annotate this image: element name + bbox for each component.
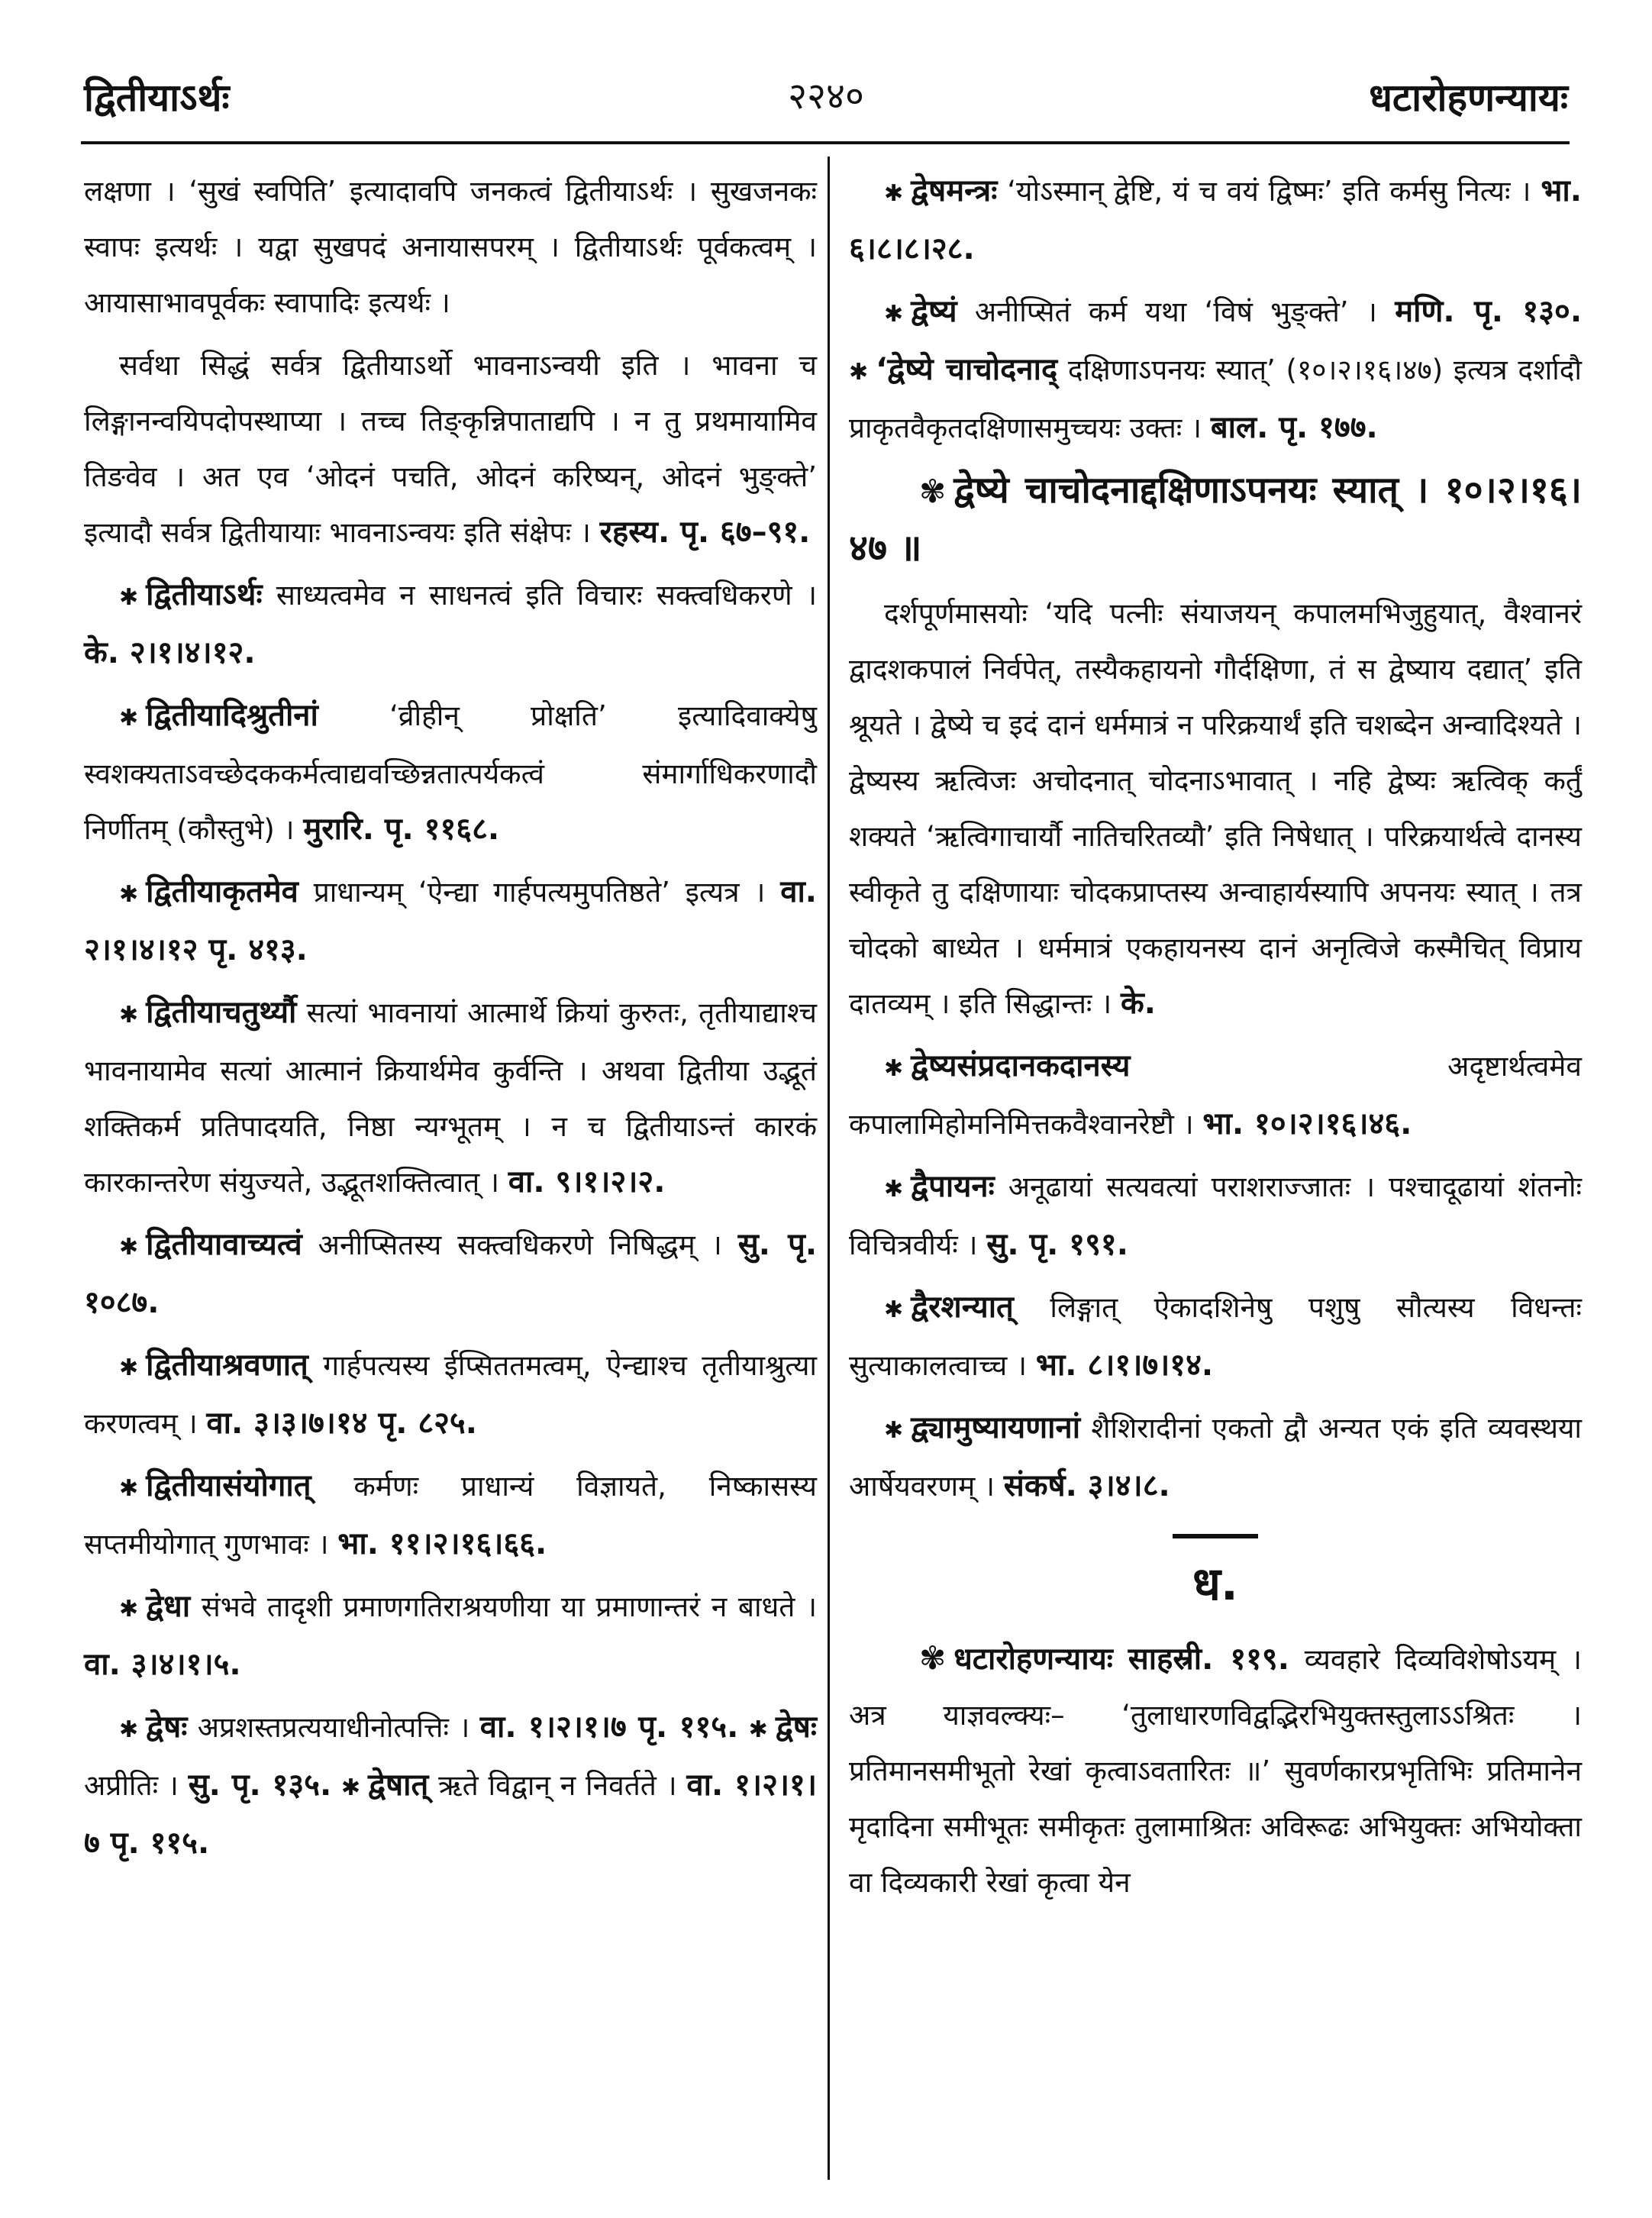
entry-text: दर्शपूर्णमासयोः ‘यदि पत्नीः संयाजयन् कपालमभिजुहुयात्, वैश्वानरं द्वादशकपालं निर्वपेत्, तस्यैकहायनो गौर्दक्षिणा, तं स द्वेष्याय दद्यात्’ इति श्रूयते । द्वेष्ये च इदं दानं धर्ममात्रं न परिक्रयार्थं इति चशब्देन अन्वादिश्यते । द्वेष्यस्य ऋत्विजः अचोदनात् चोदनाऽभावात् । नहि द्वेष्यः ऋत्विक् कर्तुं शक्यते ‘ऋत्विगाचार्यौ नातिचरितव्यौ’ इति निषेधात् । परिक्रयार्थत्वे दानस्य स्वीकृते तु दक्षिणायाः चोदकप्राप्तस्य अन्वाहार्यस्यापि अपनयः स्यात् । तत्र चोदको बाध्येत । धर्ममात्रं एकहायनस्य दानं अनृत्विजे कस्मैचित् विप्राय दातव्यम् । इति सिद्धान्तः । <box>849 597 1582 1020</box>
asterisk-icon: ✱ <box>884 180 904 207</box>
dictionary-entry <box>84 1579 817 1693</box>
dictionary-entry <box>849 1630 1582 1910</box>
entry-text: अप्रीतिः । <box>84 1769 179 1802</box>
dictionary-entry <box>849 1038 1582 1152</box>
entry-text: साध्यत्वमेव न साधनत्वं इति विचारः सक्त्वधिकरणे । <box>276 579 817 612</box>
entry-text: लिङ्गात् ऐकादशिनेषु पशुषु सौत्यस्य विधन्तः सुत्याकालत्वाच्च । <box>849 1291 1583 1382</box>
page-header <box>84 70 1568 131</box>
entry-headword: द्वैपायनः <box>911 1169 995 1204</box>
entry-text: ‘व्रीहीन् प्रोक्षति’ इत्यादिवाक्येषु स्वशक्यताऽवच्छेदककर्मत्वाद्यवच्छिन्नतात्पर्यकत्वं संमार्गाधिकरणादौ निर्णीतम् (कौस्तुभे) । <box>84 699 817 846</box>
dictionary-entry <box>84 337 817 560</box>
asterisk-icon: ✱ <box>119 1475 139 1502</box>
entry-headword: द्वितीयाचतुर्थ्यौ <box>146 995 297 1030</box>
header-last-word: धटारोहणन्यायः <box>1369 76 1568 120</box>
entry-text: ‘योऽस्मान् द्वेष्टि, यं च वयं द्विष्मः’ इति कर्मसु नित्यः । <box>1007 175 1531 208</box>
entry-reference: मुरारि. पृ. ११६८. <box>303 812 500 847</box>
asterisk-icon: ✱ <box>884 301 904 328</box>
flower-ornament-icon: ✾ <box>919 473 947 510</box>
flower-ornament-icon: ✾ <box>919 1639 947 1677</box>
dictionary-entry <box>849 463 1582 579</box>
asterisk-icon: ✱ <box>884 1417 904 1444</box>
entry-headword: द्वेषः <box>775 1710 818 1745</box>
dictionary-entry <box>849 1280 1582 1393</box>
entry-reference: सु. पृ. १९१. <box>986 1227 1128 1262</box>
entry-reference: भा. ८।१।७।१४. <box>1035 1348 1214 1383</box>
entry-text: अनीप्सितं कर्म यथा ‘विषं भुङ्क्ते’ । <box>974 295 1377 328</box>
entry-text: गार्हपत्यस्य ईप्सिततमत्वम्, ऐन्द्याश्च तृतीयाश्रुत्या करणत्वम् । <box>84 1349 818 1440</box>
dictionary-entry <box>84 1700 817 1871</box>
entry-headword: धटारोहणन्यायः <box>953 1642 1113 1677</box>
dictionary-entry <box>84 864 817 978</box>
asterisk-icon: ✱ <box>119 1234 139 1261</box>
entry-reference: रहस्य. पृ. ६७–९१. <box>599 515 811 550</box>
entry-text: सर्वथा सिद्धं सर्वत्र द्वितीयाऽर्थो भावनाऽन्वयी इति । भावना च लिङ्गानन्वयिपदोपस्थाप्या । तच्च तिङ्कृन्निपाताद्यपि । न तु प्रथमायामिव तिङवेव । अत एव ‘ओदनं पचति, ओदनं करिष्यन्, ओदनं भुङ्क्ते’ इत्यादौ सर्वत्र द्वितीयायाः भावनाऽन्वयः इति संक्षेपः । <box>84 349 817 549</box>
entry-text: अप्रशस्तप्रत्ययाधीनोत्पत्तिः । <box>197 1711 470 1744</box>
dictionary-entry <box>84 567 817 681</box>
dictionary-entry <box>84 163 817 331</box>
entry-headword: द्वितीयाऽर्थः <box>146 577 263 612</box>
right-column <box>849 163 1582 1917</box>
entry-headword: द्वेधा <box>146 1589 191 1624</box>
left-column <box>84 163 817 1878</box>
entry-headword: द्वेषः <box>146 1710 188 1745</box>
entry-reference: वा. ३।३।७।१४ पृ. ८२५. <box>206 1406 477 1441</box>
asterisk-icon: ✱ <box>884 1055 904 1082</box>
entry-headword: द्वितीयाश्रवणात् <box>146 1348 308 1383</box>
entry-headword: द्वेष्यसंप्रदानकदानस्य <box>911 1048 1131 1083</box>
asterisk-icon: ✱ <box>119 881 139 908</box>
entry-text: लक्षणा । ‘सुखं स्वपिति’ इत्यादावपि जनकत्वं द्वितीयाऽर्थः । सुखजनकः स्वापः इत्यर्थः । यद्वा सुखपदं अनायासपरम् । द्वितीयाऽर्थः पूर्वकत्वम् । आयासाभावपूर्वकः स्वापादिः इत्यर्थः । <box>84 175 817 319</box>
dictionary-entry <box>84 1217 817 1331</box>
entry-headword: द्वेषमन्त्रः <box>911 173 998 208</box>
entry-headword: द्वितीयादिश्रुतीनां <box>146 698 318 733</box>
header-rule <box>81 141 1570 144</box>
entry-headword: द्वितीयासंयोगात् <box>146 1468 311 1503</box>
entry-text: दक्षिणाऽपनयः स्यात्’ (१०।२।१६।४७) इत्यत्र दर्शादौ प्राकृतवैकृतदक्षिणासमुच्चयः उक्तः । <box>849 354 1582 444</box>
section-letter: ध. <box>1192 1558 1238 1611</box>
asterisk-icon: ✱ <box>119 1354 139 1381</box>
entry-headword: द्वितीयाकृतमेव <box>146 874 298 909</box>
entry-reference: भा. ११।२।१६।६६. <box>337 1526 547 1561</box>
asterisk-icon: ✱ <box>884 1176 904 1203</box>
entry-text: शैशिरादीनां एकतो द्वौ अन्यत एकं इति व्यवस्थया आर्षेयवरणम् । <box>849 1412 1583 1503</box>
entry-headword: द्वितीयावाच्यत्वं <box>146 1227 302 1262</box>
entry-text: सत्यां भावनायां आत्मार्थे क्रियां कुरुतः, तृतीयाद्याश्च भावनायामेव सत्यां आत्मानं क्रियार्थमेव कुर्वन्ति । अथवा द्वितीया उद्भूतं शक्तिकर्म प्रतिपादयति, निष्ठा न्यग्भूतम् । न च द्वितीयाऽन्तं कारकं कारकान्तरेण संयुज्यते, उद्भूतशक्तित्वात् । <box>84 996 818 1199</box>
header-first-word: द्वितीयाऽर्थः <box>84 76 230 120</box>
asterisk-icon: ✱ <box>849 359 869 386</box>
entry-reference: वा. १।२।१।७ पृ. ११५. <box>84 1768 818 1861</box>
entry-reference: भा. ६।८।८।२८. <box>849 173 1582 266</box>
entry-text: प्राधान्यम् ‘ऐन्द्या गार्हपत्यमुपतिष्ठते’ इत्यत्र । <box>313 876 766 909</box>
entry-headword: द्वैरशन्यात् <box>911 1290 1014 1325</box>
entry-reference: के. <box>1120 986 1156 1021</box>
entry-text: व्यवहारे दिव्यविशेषोऽयम् । अत्र याज्ञवल्क्यः– ‘तुलाधारणविद्वद्भिरभियुक्तस्तुलाऽऽश्रितः । प्रतिमानसमीभूतो रेखां कृत्वाऽवतारितः ॥’ सुवर्णकारप्रभृतिभिः प्रतिमानेन मृदादिना समीभूतः समीकृतः तुलामाश्रितः अविरूढः अभियुक्तः अभियोक्ता वा दिव्यकारी रेखां कृत्वा येन <box>849 1643 1582 1899</box>
page-number: २२४० <box>788 75 864 118</box>
entry-reference: भा. १०।२।१६।४६. <box>1202 1106 1412 1141</box>
asterisk-icon: ✱ <box>884 1296 904 1323</box>
dictionary-entry <box>849 163 1582 277</box>
entry-text: कर्मणः प्राधान्यं विज्ञायते, निष्कासस्य सप्तमीयोगात् गुणभावः । <box>84 1470 817 1561</box>
asterisk-icon: ✱ <box>119 1716 139 1743</box>
entry-reference: वा. १।२।१।७ पृ. ११५. <box>479 1710 739 1745</box>
asterisk-icon: ✱ <box>340 1774 361 1801</box>
dictionary-entry <box>849 586 1582 1032</box>
dictionary-entry <box>849 1400 1582 1514</box>
dictionary-entry <box>849 284 1582 456</box>
entry-reference: संकर्ष. ३।४।८. <box>1003 1468 1170 1503</box>
entry-reference: वा. ९।१।२।२. <box>508 1164 666 1199</box>
dictionary-entry <box>84 985 817 1210</box>
asterisk-icon: ✱ <box>119 584 139 611</box>
asterisk-icon: ✱ <box>119 705 139 731</box>
entry-text: अदृष्टार्थत्वमेव कपालामिहोमनिमित्तकवैश्वानरेष्टौ । <box>849 1050 1582 1141</box>
entry-reference: वा. २।१।४।१२ पृ. ४१३. <box>84 874 817 967</box>
column-divider <box>828 157 830 2180</box>
entry-reference: मणि. पृ. १३०. <box>1395 294 1583 329</box>
entry-text: अनूढायां सत्यवत्यां पराशराज्जातः । पश्चादूढायां शंतनोः विचित्रवीर्यः । <box>849 1170 1582 1261</box>
entry-reference: साहस्री. ११९. <box>1128 1642 1289 1677</box>
section-divider <box>1173 1534 1258 1538</box>
asterisk-icon: ✱ <box>119 1596 139 1622</box>
entry-text: ऋते विद्वान् न निवर्तते । <box>438 1769 677 1802</box>
sutra-heading: द्वेष्ये चाचोदनाद्दक्षिणाऽपनयः स्यात् । १०।२।१६।४७ ॥ <box>849 469 1582 570</box>
dictionary-entry <box>84 1338 817 1451</box>
entry-headword: द्वेष्यं <box>911 294 957 329</box>
entry-headword: द्वेषात् <box>368 1768 429 1803</box>
entry-headword: द्व्यामुष्यायणानां <box>911 1410 1081 1445</box>
entry-reference: सु. पृ. १३५. <box>188 1768 332 1803</box>
entry-reference: सु. पृ. १०८७. <box>84 1227 818 1320</box>
asterisk-icon: ✱ <box>119 1002 139 1028</box>
entry-reference: के. २।१।४।१२. <box>84 635 256 670</box>
entry-reference: बाल. पृ. १७७. <box>1210 410 1378 445</box>
entry-text: संभवे तादृशी प्रमाणगतिराश्रयणीया या प्रमाणान्तरं न बाधते । <box>201 1590 817 1623</box>
entry-headword: ‘द्वेष्ये चाचोदनाद् <box>876 352 1058 387</box>
asterisk-icon: ✱ <box>748 1716 768 1743</box>
dictionary-entry <box>84 1458 817 1572</box>
dictionary-entry <box>849 1159 1582 1273</box>
entry-text: अनीप्सितस्य सक्त्वधिकरणे निषिद्धम् । <box>318 1228 722 1261</box>
dictionary-entry <box>84 688 817 857</box>
entry-reference: वा. ३।४।१।५. <box>84 1647 241 1682</box>
